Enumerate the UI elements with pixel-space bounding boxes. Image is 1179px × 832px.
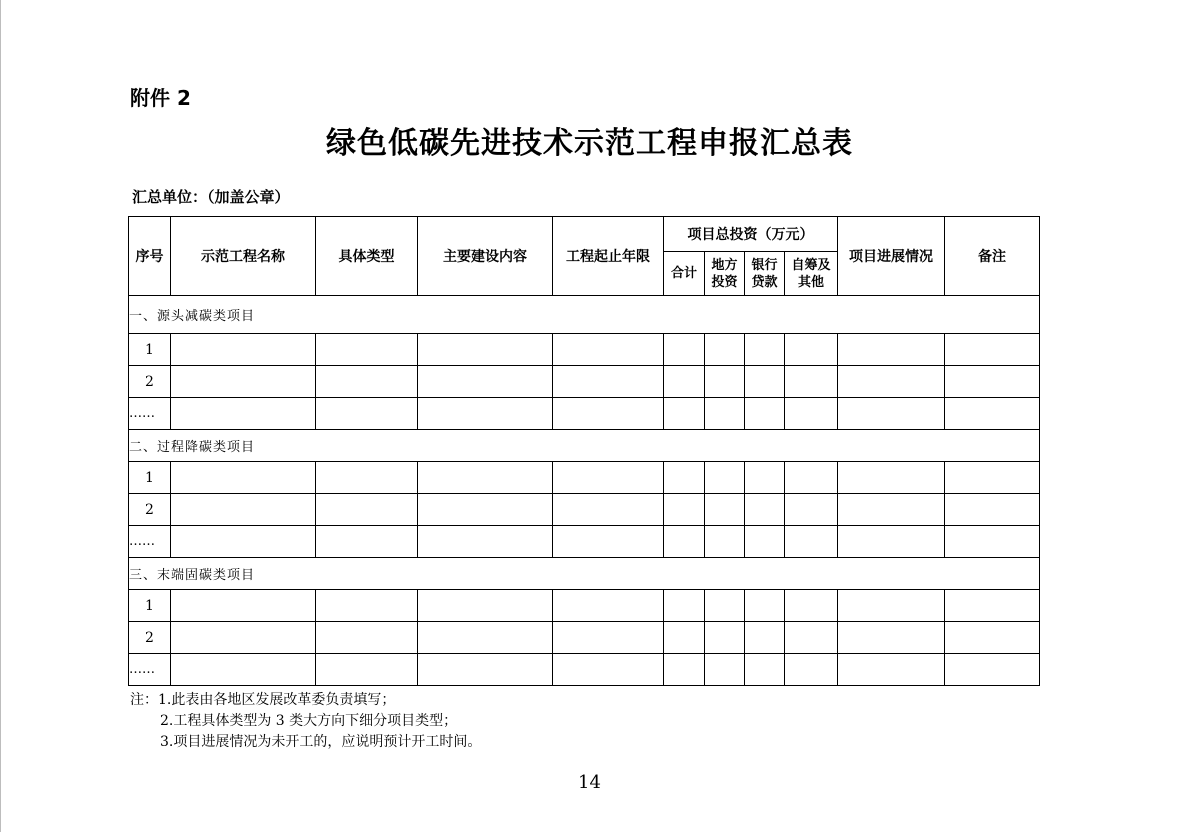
row-seq: 1 xyxy=(129,590,171,622)
section-title-end: 三、末端固碳类项目 xyxy=(129,558,1040,590)
header-inv-bank xyxy=(745,252,785,296)
header-inv-bank-line2: 贷款 xyxy=(751,274,778,290)
page-number: 14 xyxy=(578,772,601,793)
header-inv-local-line1: 地方 xyxy=(711,257,738,273)
table-row xyxy=(129,462,1040,494)
row-seq: 1 xyxy=(129,462,171,494)
header-inv-local xyxy=(705,252,745,296)
table-row xyxy=(129,366,1040,398)
header-inv-local-line2: 投资 xyxy=(711,274,738,290)
header-seq: 序号 xyxy=(129,217,171,296)
table-row xyxy=(129,654,1040,686)
row-seq-ellipsis: …… xyxy=(129,654,171,686)
note-line-2: 2.工程具体类型为 3 类大方向下细分项目类型； xyxy=(160,713,458,729)
header-inv-total: 合计 xyxy=(664,252,705,296)
table-row xyxy=(129,494,1040,526)
attachment-label: 附件 2 xyxy=(130,86,191,110)
row-seq-ellipsis: …… xyxy=(129,526,171,558)
header-project-name: 示范工程名称 xyxy=(171,217,316,296)
note-line-3: 3.项目进展情况为未开工的，应说明预计开工时间。 xyxy=(160,734,482,750)
header-inv-bank-line1: 银行 xyxy=(751,257,778,273)
table-row xyxy=(129,398,1040,430)
header-period: 工程起止年限 xyxy=(553,217,664,296)
section-title-source: 一、源头减碳类项目 xyxy=(129,296,1040,334)
summary-table xyxy=(128,216,1040,686)
header-type: 具体类型 xyxy=(316,217,418,296)
row-seq: 2 xyxy=(129,366,171,398)
summary-unit-label: 汇总单位：（加盖公章） xyxy=(132,188,290,206)
header-progress: 项目进展情况 xyxy=(838,217,945,296)
table-row xyxy=(129,526,1040,558)
header-remarks: 备注 xyxy=(945,217,1040,296)
table-row xyxy=(129,590,1040,622)
row-seq: 2 xyxy=(129,494,171,526)
header-investment-group: 项目总投资（万元） xyxy=(664,217,838,252)
note-line-1: 注：1.此表由各地区发展改革委负责填写； xyxy=(130,692,396,708)
page-title: 绿色低碳先进技术示范工程申报汇总表 xyxy=(326,126,853,161)
table-row xyxy=(129,622,1040,654)
row-seq: 1 xyxy=(129,334,171,366)
table-row xyxy=(129,334,1040,366)
section-title-process: 二、过程降碳类项目 xyxy=(129,430,1040,462)
header-inv-self xyxy=(785,252,838,296)
header-inv-self-line1: 自筹及 xyxy=(791,257,831,273)
notes xyxy=(130,690,481,753)
header-content: 主要建设内容 xyxy=(418,217,553,296)
row-seq: 2 xyxy=(129,622,171,654)
header-inv-self-line2: 其他 xyxy=(797,274,824,290)
row-seq-ellipsis: …… xyxy=(129,398,171,430)
